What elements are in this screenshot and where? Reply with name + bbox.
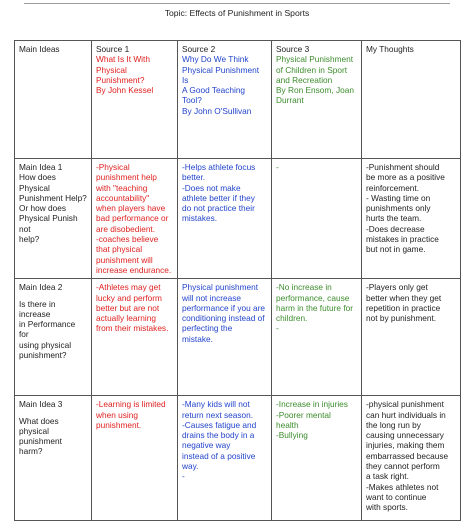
main-idea-2-cell <box>15 279 92 396</box>
table-row <box>15 396 461 521</box>
note-line: drains the body in a <box>182 430 255 441</box>
note-line: bad performance or <box>96 213 169 224</box>
note-line: -Poorer mental <box>276 409 331 420</box>
source2-title-line: Why Do We Think <box>182 54 249 65</box>
source1-title-line: Physical <box>96 64 127 75</box>
header-my-thoughts <box>362 41 461 159</box>
note-line: athlete better if they <box>182 192 255 203</box>
note-line: better. <box>182 172 206 183</box>
note-line: not by punishment. <box>366 313 437 324</box>
note-line: -Causes fatigue and <box>182 419 257 430</box>
note-line: children. <box>276 313 308 324</box>
source2-title-line: Physical Punishment Is <box>182 64 260 85</box>
note-line: but not in game. <box>366 244 426 255</box>
note-line: a task right. <box>366 471 409 482</box>
source2-notes-cell <box>178 279 272 396</box>
notes-table <box>14 40 461 521</box>
main-idea-line: punishment harm? <box>19 436 62 457</box>
header-main-ideas <box>15 41 92 159</box>
note-line: negative way <box>182 440 231 451</box>
note-line: with sports. <box>366 502 408 513</box>
note-line: - <box>276 323 279 334</box>
note-line: -physical punishment <box>366 399 444 410</box>
note-line: -Does not make <box>182 182 241 193</box>
source3-title-line: and Recreation <box>276 74 333 85</box>
note-line: punishments only <box>366 203 431 214</box>
note-line: mistakes in practice <box>366 234 439 245</box>
note-line: -Athletes may get <box>96 282 161 293</box>
main-idea-1-cell <box>15 159 92 279</box>
main-idea-line: How does Physical <box>19 172 56 193</box>
note-line: actually learning <box>96 313 156 324</box>
source2-title-line: A Good Teaching Tool? <box>182 85 246 106</box>
main-idea-line: help? <box>19 234 40 245</box>
source3-notes-cell <box>272 279 362 396</box>
note-line: performance, cause <box>276 292 350 303</box>
note-line: return next season. <box>182 409 254 420</box>
note-line: -Bullying <box>276 430 308 441</box>
note-line: instead of a positive way. <box>182 450 256 472</box>
note-line: punishment will <box>96 254 153 265</box>
note-line: -Does decrease <box>366 223 425 234</box>
source3-label: Source 3 <box>276 44 310 54</box>
note-line: -Physical <box>96 162 130 172</box>
note-line: repetition in practice <box>366 302 441 313</box>
note-line: can hurt individuals in <box>366 409 446 420</box>
note-line: -Punishment should <box>366 162 440 172</box>
note-line: with "teaching <box>96 182 148 193</box>
source1-notes-cell <box>92 159 178 279</box>
source3-author: Durrant <box>276 95 304 106</box>
note-line: perfecting the <box>182 323 233 334</box>
note-line: embarrassed because <box>366 450 449 461</box>
main-idea-line: Or how does <box>19 203 67 214</box>
main-idea-line: Punishment Help? <box>19 192 87 203</box>
source3-notes-cell <box>272 159 362 279</box>
note-line: mistake. <box>182 333 213 344</box>
source1-title-line: What Is It With <box>96 54 150 65</box>
note-line: mistakes. <box>182 213 218 224</box>
header-main-ideas-label: Main Ideas <box>19 44 60 54</box>
note-line: health <box>276 419 299 430</box>
main-idea-line: Main Idea 1 <box>19 162 63 172</box>
note-line: hurts the team. <box>366 213 422 224</box>
note-line: when players have <box>96 203 166 214</box>
header-source2 <box>178 41 272 159</box>
note-line: accountability" <box>96 192 150 203</box>
note-line: - <box>276 162 279 172</box>
note-line: -Makes athletes not <box>366 481 439 492</box>
source2-notes-cell <box>178 159 272 279</box>
note-line: want to continue <box>366 491 427 502</box>
note-line: -Many kids will not <box>182 399 250 410</box>
my-thoughts-cell <box>362 279 461 396</box>
note-line: - <box>182 471 185 482</box>
note-line: do not practice their <box>182 203 255 214</box>
note-line: punishment help <box>96 172 157 183</box>
note-line: lucky and perform <box>96 292 162 303</box>
header-source1 <box>92 41 178 159</box>
page-top-rule <box>24 3 450 4</box>
note-line: better but are not <box>96 302 160 313</box>
my-thoughts-cell <box>362 396 461 521</box>
note-line: causing unnecessary <box>366 430 444 441</box>
source1-notes-cell <box>92 396 178 521</box>
note-line: -coaches believe <box>96 234 159 245</box>
note-line: punishment. <box>96 419 142 430</box>
note-line: increase endurance. <box>96 264 172 275</box>
source3-title-line: of Children in Sport <box>276 64 348 75</box>
note-line: -Players only get <box>366 282 428 293</box>
note-line: injuries, making them <box>366 440 445 451</box>
note-line: -No increase in <box>276 282 332 293</box>
note-line: that physical <box>96 244 143 255</box>
note-line: reinforcement. <box>366 182 420 193</box>
source3-notes-cell <box>272 396 362 521</box>
note-line: -Learning is limited <box>96 399 166 410</box>
note-line: performance if you are <box>182 302 266 313</box>
table-row <box>15 159 461 279</box>
note-line: when using <box>96 409 138 420</box>
source1-author: By John Kessel <box>96 85 154 96</box>
note-line: -Helps athlete focus <box>182 162 256 172</box>
main-idea-line: Physical Punish not <box>19 213 78 234</box>
main-idea-line: Is there in increase <box>19 298 56 319</box>
note-line: harm in the future for <box>276 302 354 313</box>
source1-title-line: Punishment? <box>96 74 145 85</box>
main-idea-line: Main Idea 2 <box>19 282 63 293</box>
note-line: Physical punishment <box>182 282 259 293</box>
header-source3 <box>272 41 362 159</box>
my-thoughts-cell <box>362 159 461 279</box>
source2-notes-cell <box>178 396 272 521</box>
main-idea-line: using physical <box>19 339 72 350</box>
source3-title-line: Physical Punishment <box>276 54 354 65</box>
note-line: better when they get <box>366 292 442 303</box>
note-line: -Increase in injuries <box>276 399 348 410</box>
note-line: they cannot perform <box>366 461 440 472</box>
header-row <box>15 41 461 159</box>
source3-author: By Ron Ensom, Joan <box>276 85 354 96</box>
source2-author: By John O'Sullivan <box>182 105 252 116</box>
table-row <box>15 279 461 396</box>
note-line: from their mistakes. <box>96 323 169 334</box>
source2-label: Source 2 <box>182 44 216 54</box>
note-line: are disobedient. <box>96 223 156 234</box>
note-line: conditioning instead of <box>182 313 265 324</box>
main-idea-line: What does physical <box>19 415 59 436</box>
source1-notes-cell <box>92 279 178 396</box>
main-idea-line: in Performance for <box>19 319 76 340</box>
page-title: Topic: Effects of Punishment in Sports <box>164 8 310 18</box>
note-line: will not increase <box>182 292 242 303</box>
main-idea-3-cell <box>15 396 92 521</box>
header-my-thoughts-label: My Thoughts <box>366 44 414 54</box>
note-line: - Wasting time on <box>366 192 431 203</box>
main-idea-line: punishment? <box>19 350 67 361</box>
note-line: the long run by <box>366 419 421 430</box>
source1-label: Source 1 <box>96 44 130 54</box>
main-idea-line: Main Idea 3 <box>19 399 63 410</box>
note-line: be more as a positive <box>366 172 445 183</box>
